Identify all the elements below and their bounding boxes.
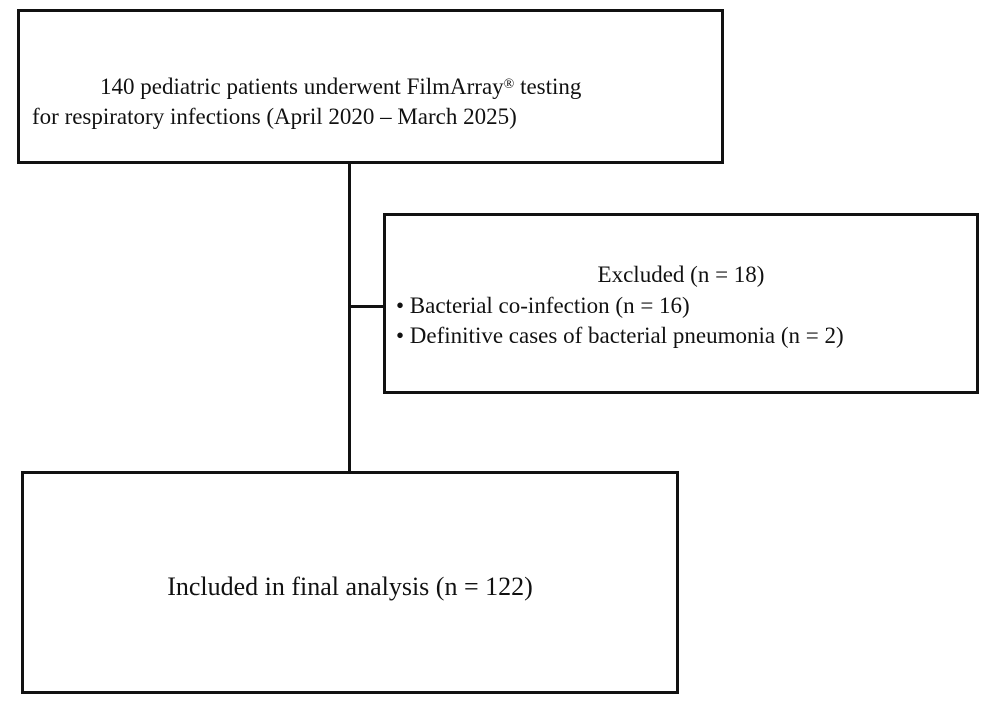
- excluded-title: Excluded (n = 18): [597, 262, 765, 287]
- exclusion-connector: [348, 305, 385, 308]
- included-label: Included in final analysis (n = 122): [167, 572, 533, 601]
- excluded-item: • Definitive cases of bacterial pneumonia (n = 2): [396, 323, 844, 348]
- included-box: [21, 471, 679, 694]
- registered-mark: ®: [503, 77, 515, 92]
- excluded-box: [383, 213, 979, 394]
- enrollment-line-1: 140 pediatric patients underwent FilmArray® testing: [100, 74, 582, 99]
- enrollment-box: [17, 9, 724, 164]
- enrollment-line-2: for respiratory infections (April 2020 – March 2025): [32, 104, 517, 129]
- excluded-item: • Bacterial co-infection (n = 16): [396, 293, 690, 318]
- vertical-connector: [348, 162, 351, 473]
